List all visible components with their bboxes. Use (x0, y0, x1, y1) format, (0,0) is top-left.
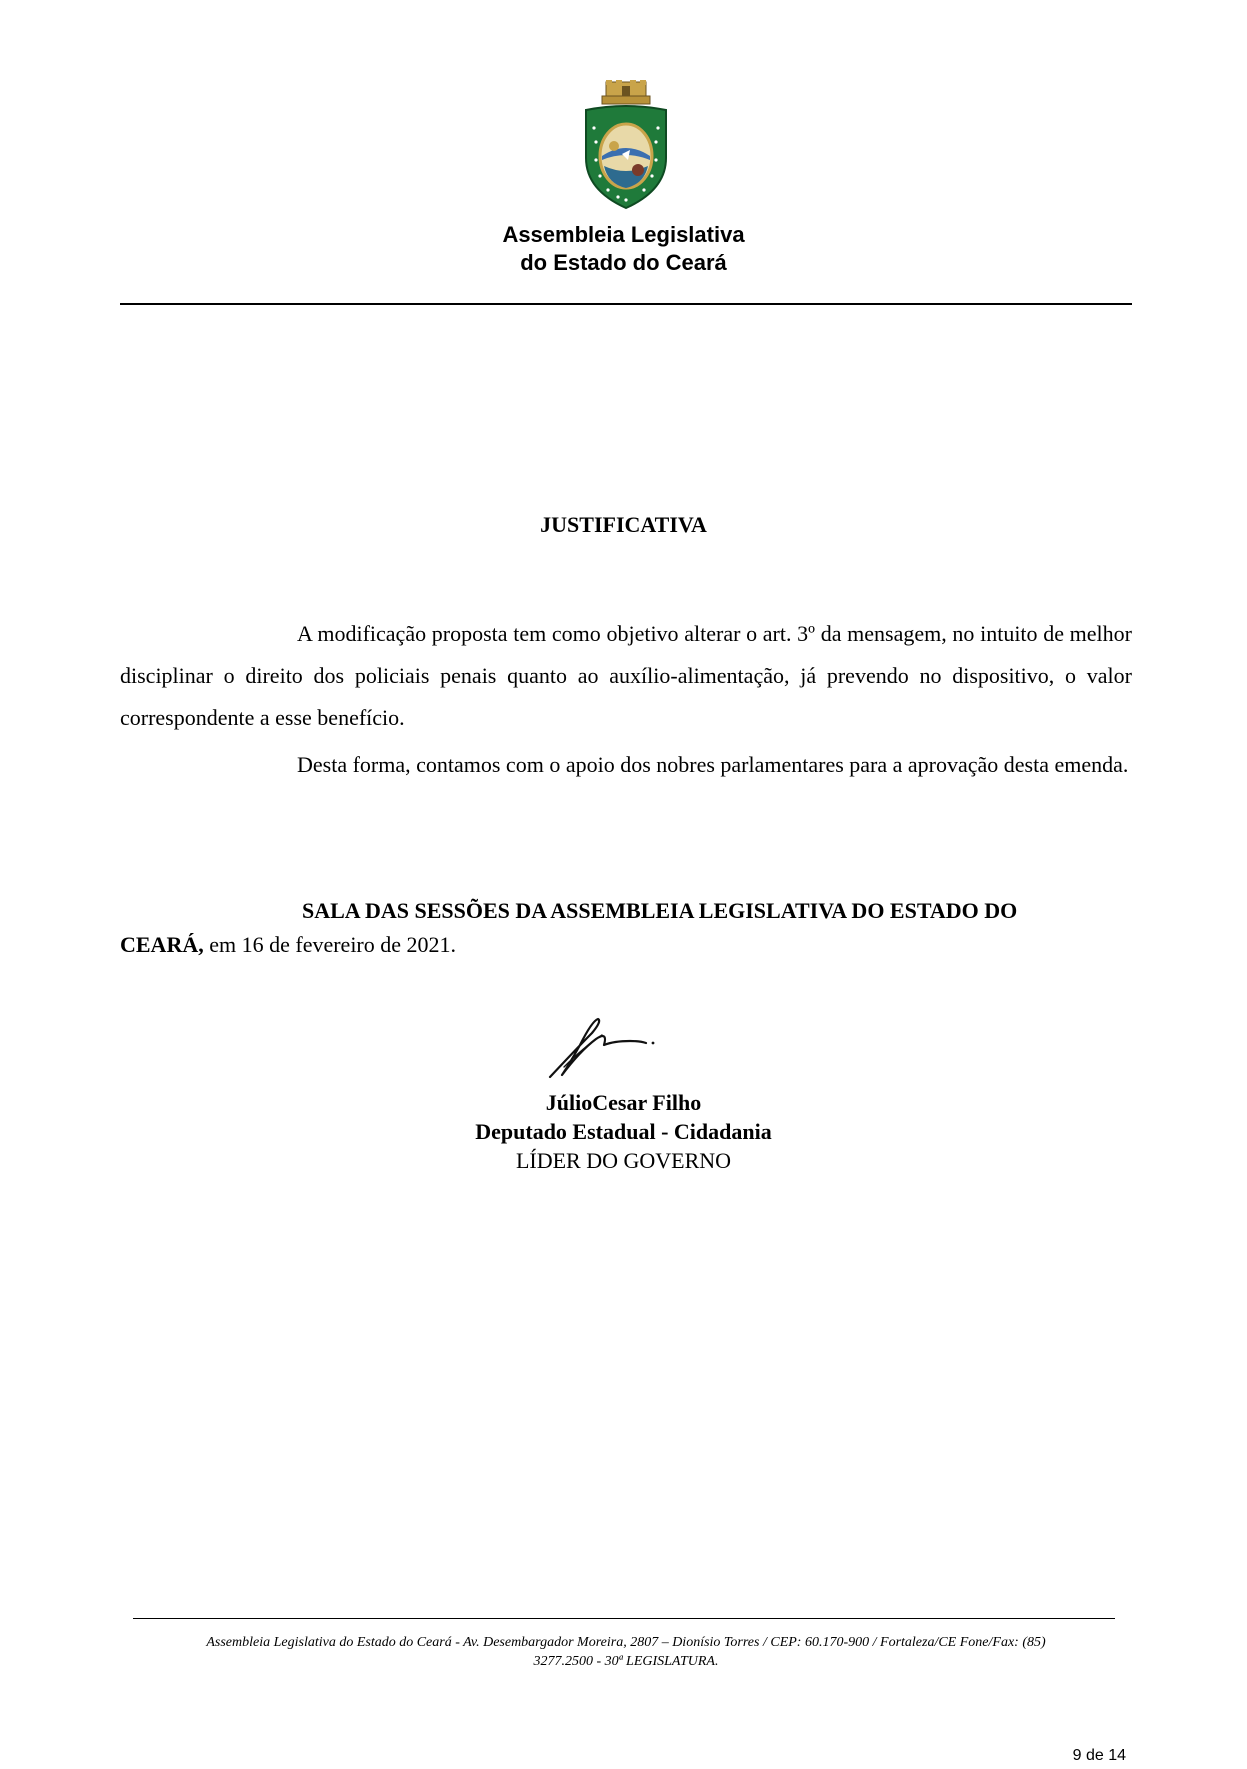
page-number: 9 de 14 (1072, 1747, 1126, 1764)
closing-date: em 16 de fevereiro de 2021. (203, 932, 457, 957)
footer-divider (133, 1618, 1115, 1619)
paragraph-text: Desta forma, contamos com o apoio dos nobres parlamentares para a aprovação desta emenda. (297, 752, 1129, 777)
footer-address-line1: Assembleia Legislativa do Estado do Ceará - Av. Desembargador Moreira, 2807 – Dionísio Torres / CEP: 60.170-900 / Fortaleza/CE Fone/Fax: (85) (206, 1635, 1046, 1650)
session-closing (120, 894, 1132, 962)
justification-paragraph-2 (120, 744, 1132, 786)
signatory-role: LÍDER DO GOVERNO (515, 1148, 732, 1173)
paragraph-text: A modificação proposta tem como objetivo alterar o art. 3º da mensagem, no intuito de melhor disciplinar o direito dos policiais penais quanto ao auxílio-alimentação, já prevendo no dispositivo, o valor correspondente a esse benefício. (120, 621, 1132, 730)
closing-state: CEARÁ, (120, 932, 204, 957)
justification-paragraph-1 (120, 613, 1132, 739)
closing-line-1: SALA DAS SESSÕES DA ASSEMBLEIA LEGISLATIVA DO ESTADO DO (302, 898, 1018, 923)
header-divider (120, 303, 1132, 305)
signatory-name: JúlioCesar Filho (545, 1090, 702, 1115)
document-title: JUSTIFICATIVA (540, 512, 707, 537)
closing-line-2 (120, 928, 1132, 962)
ceara-coat-of-arms-icon (578, 80, 674, 212)
institution-name-line2: do Estado do Ceará (520, 250, 727, 275)
signatory-title: Deputado Estadual - Cidadania (475, 1119, 772, 1144)
handwritten-signature-icon (540, 1005, 670, 1085)
footer-address (120, 1633, 1132, 1671)
institution-name-line1: Assembleia Legislativa (502, 222, 745, 247)
footer-address-line2: 3277.2500 - 30ª LEGISLATURA. (533, 1654, 719, 1669)
